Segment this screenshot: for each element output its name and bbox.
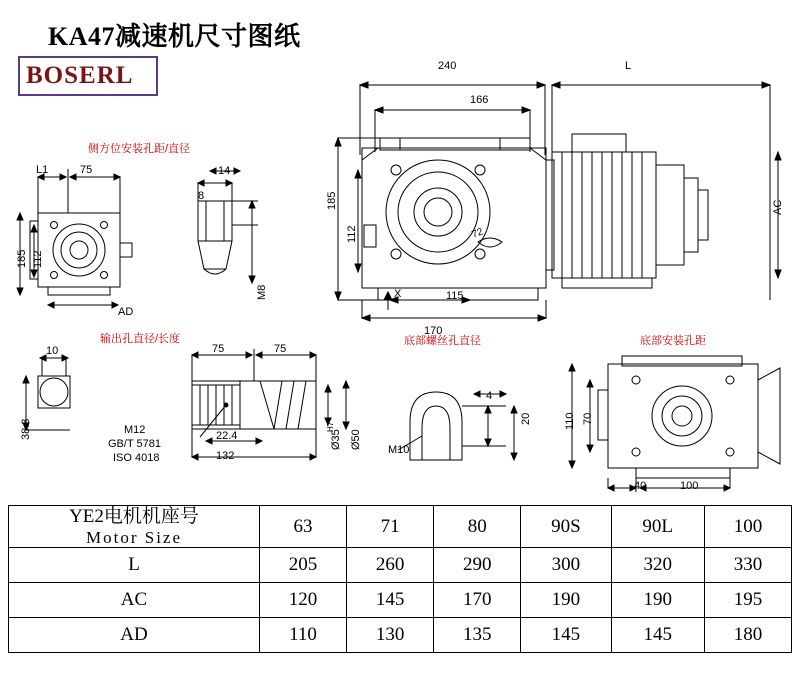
dim-AC: AC (772, 199, 784, 215)
dim-left-75: 75 (80, 164, 93, 176)
dim-240: 240 (438, 60, 457, 72)
table-row (9, 618, 792, 653)
row-value: 145 (611, 618, 704, 653)
annotation-output-bore: 输出孔直径/长度 (100, 333, 181, 345)
row-value: 110 (260, 618, 347, 653)
dim-left-185: 185 (16, 249, 28, 268)
motor-size-cell: 71 (347, 506, 434, 548)
bolt-detail-drawing (180, 165, 290, 305)
dim-185: 185 (326, 191, 338, 210)
annotation-bottom-screw: 底部螺丝孔直径 (404, 335, 481, 347)
dim-35h7: Ø35 (330, 429, 342, 450)
annotation-side-mount: 侧方位安装孔距/直径 (88, 143, 191, 155)
row-value: 190 (611, 583, 704, 618)
side-view-drawing (8, 155, 168, 320)
row-label: AD (9, 618, 260, 653)
table-row (9, 583, 792, 618)
dim-L: L (625, 60, 632, 72)
annotation-bottom-mount: 底部安装孔距 (640, 335, 706, 347)
dim-M10: M10 (388, 444, 410, 456)
dim-70: 70 (582, 412, 594, 425)
dim-170: 170 (424, 325, 443, 337)
row-value: 130 (347, 618, 434, 653)
dim-75-a: 75 (212, 343, 225, 355)
row-value: 145 (347, 583, 434, 618)
motor-size-table (8, 505, 792, 653)
dim-20: 20 (520, 412, 532, 425)
dim-M8: M8 (256, 284, 268, 300)
dim-14: 14 (218, 165, 231, 177)
table-header-row (9, 506, 792, 548)
dim-AD: AD (118, 306, 134, 318)
motor-size-cell: 90L (611, 506, 704, 548)
row-value: 195 (704, 583, 791, 618)
table-row (9, 548, 792, 583)
dim-left-112: 112 (32, 250, 44, 268)
motor-size-cell: 90S (521, 506, 611, 548)
dim-50: Ø50 (350, 429, 362, 450)
dim-35h7-tolerance: H7 (326, 421, 335, 432)
page-title: KA47减速机尺寸图纸 (48, 22, 301, 51)
motor-size-cell: 100 (704, 506, 791, 548)
row-value: 320 (611, 548, 704, 583)
dim-110: 110 (564, 412, 576, 430)
dim-40: 40 (634, 480, 647, 492)
dim-10: 10 (46, 345, 59, 357)
shaft-section-drawing (170, 345, 370, 475)
motor-size-cell: 63 (260, 506, 347, 548)
dim-72: 72 (470, 226, 485, 241)
table-header-cn: YE2电机机座号 (69, 506, 199, 527)
row-value: 145 (521, 618, 611, 653)
motor-size-cell: 80 (434, 506, 521, 548)
standard-gbt: GB/T 5781 (108, 438, 161, 450)
dim-4: 4 (486, 390, 493, 402)
dim-38-3: 38.3 (20, 418, 32, 440)
bottom-screw-detail (388, 350, 548, 470)
row-value: 180 (704, 618, 791, 653)
table-header-en: Motor Size (85, 527, 183, 547)
row-label: AC (9, 583, 260, 618)
row-value: 300 (521, 548, 611, 583)
table-header-label (9, 506, 260, 548)
dim-L1: L1 (36, 164, 49, 176)
row-value: 290 (434, 548, 521, 583)
standard-iso: ISO 4018 (113, 452, 160, 464)
row-value: 190 (521, 583, 611, 618)
row-value: 260 (347, 548, 434, 583)
row-label: L (9, 548, 260, 583)
shaft-end-view (10, 350, 100, 460)
row-value: 135 (434, 618, 521, 653)
dim-112: 112 (346, 225, 358, 243)
dim-75-b: 75 (274, 343, 287, 355)
dim-115: 115 (446, 290, 464, 302)
main-gearbox-drawing (300, 60, 800, 330)
row-value: 170 (434, 583, 521, 618)
dim-M12: M12 (124, 424, 146, 436)
dim-8-left: 8 (198, 190, 205, 202)
dim-132: 132 (216, 450, 235, 462)
dim-166: 166 (470, 94, 489, 106)
row-value: 120 (260, 583, 347, 618)
dim-22-4: 22.4 (216, 430, 238, 442)
row-value: 330 (704, 548, 791, 583)
logo-text: BOSERL (26, 62, 134, 89)
row-value: 205 (260, 548, 347, 583)
dim-X: X (394, 288, 402, 300)
dim-100: 100 (680, 480, 699, 492)
